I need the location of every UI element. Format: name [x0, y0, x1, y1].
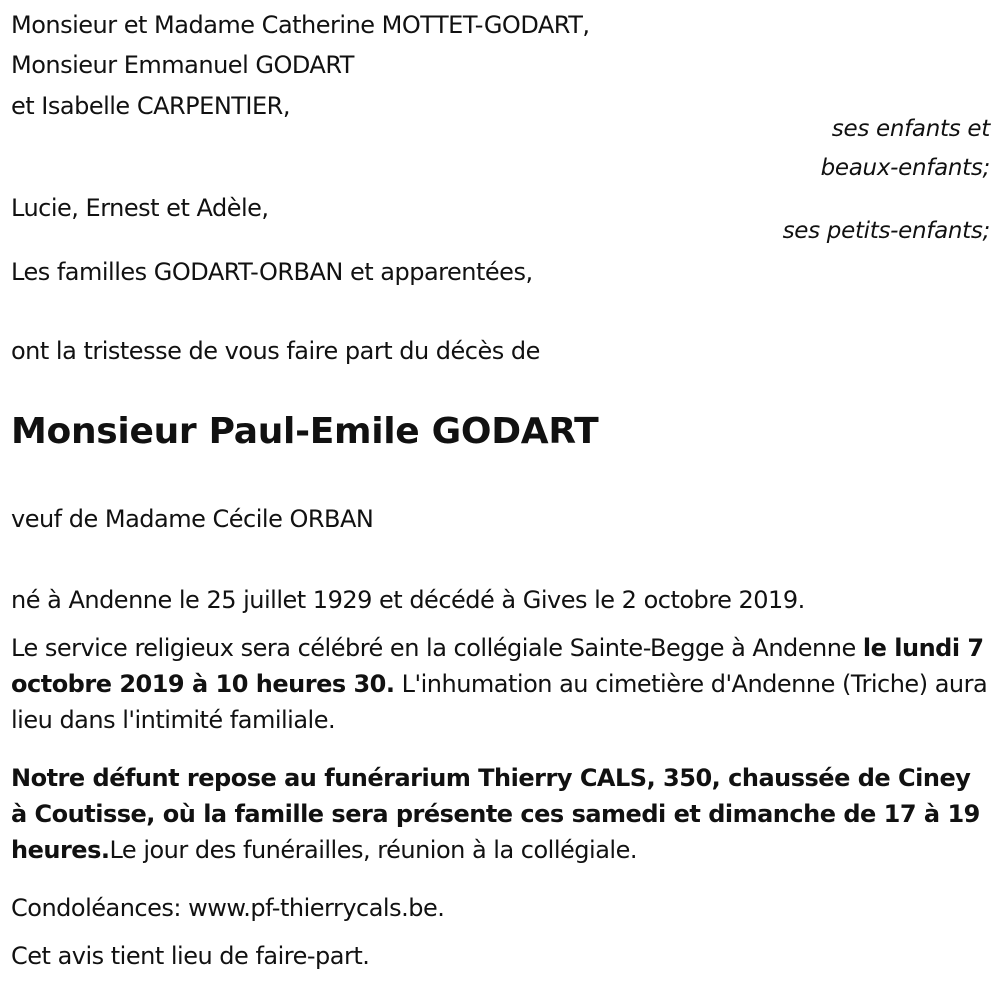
visitation-paragraph [11, 760, 991, 868]
spouse-line: veuf de Madame Cécile ORBAN [11, 505, 374, 533]
grandchildren-line: Lucie, Ernest et Adèle, [11, 194, 269, 222]
service-text-1: Le service religieux sera célébré en la collégiale Sainte-Begge à Andenne [11, 634, 856, 662]
service-paragraph [11, 630, 991, 738]
announcement-line: ont la tristesse de vous faire part du décès de [11, 337, 540, 365]
birth-death-line: né à Andenne le 25 juillet 1929 et décédé à Gives le 2 octobre 2019. [11, 586, 805, 614]
family-line-1: Monsieur et Madame Catherine MOTTET-GODART, [11, 11, 590, 39]
children-label-1: ses enfants et [831, 116, 990, 142]
service-date: le lundi 7 octobre 2019 à 10 heures 30. [11, 634, 984, 698]
children-label-2: beaux-enfants; [820, 155, 990, 181]
grandchildren-label: ses petits-enfants; [782, 218, 990, 244]
condolences-line: Condoléances: www.pf-thierrycals.be. [11, 894, 445, 922]
family-line-3: et Isabelle CARPENTIER, [11, 92, 290, 120]
families-line: Les familles GODART-ORBAN et apparentées, [11, 258, 533, 286]
visitation-normal: Le jour des funérailles, réunion à la collégiale. [109, 836, 637, 864]
visitation-bold: Notre défunt repose au funérarium Thierry CALS, 350, chaussée de Ciney à Coutisse, où la famille sera présente ces samedi et dimanche de 17 à 19 heures. [11, 764, 980, 864]
deceased-name: Monsieur Paul-Emile GODART [11, 411, 599, 452]
family-line-2: Monsieur Emmanuel GODART [11, 51, 354, 79]
notice-line: Cet avis tient lieu de faire-part. [11, 942, 370, 970]
service-text-2: L'inhumation au cimetière d'Andenne (Triche) aura lieu dans l'intimité familiale. [11, 670, 988, 734]
